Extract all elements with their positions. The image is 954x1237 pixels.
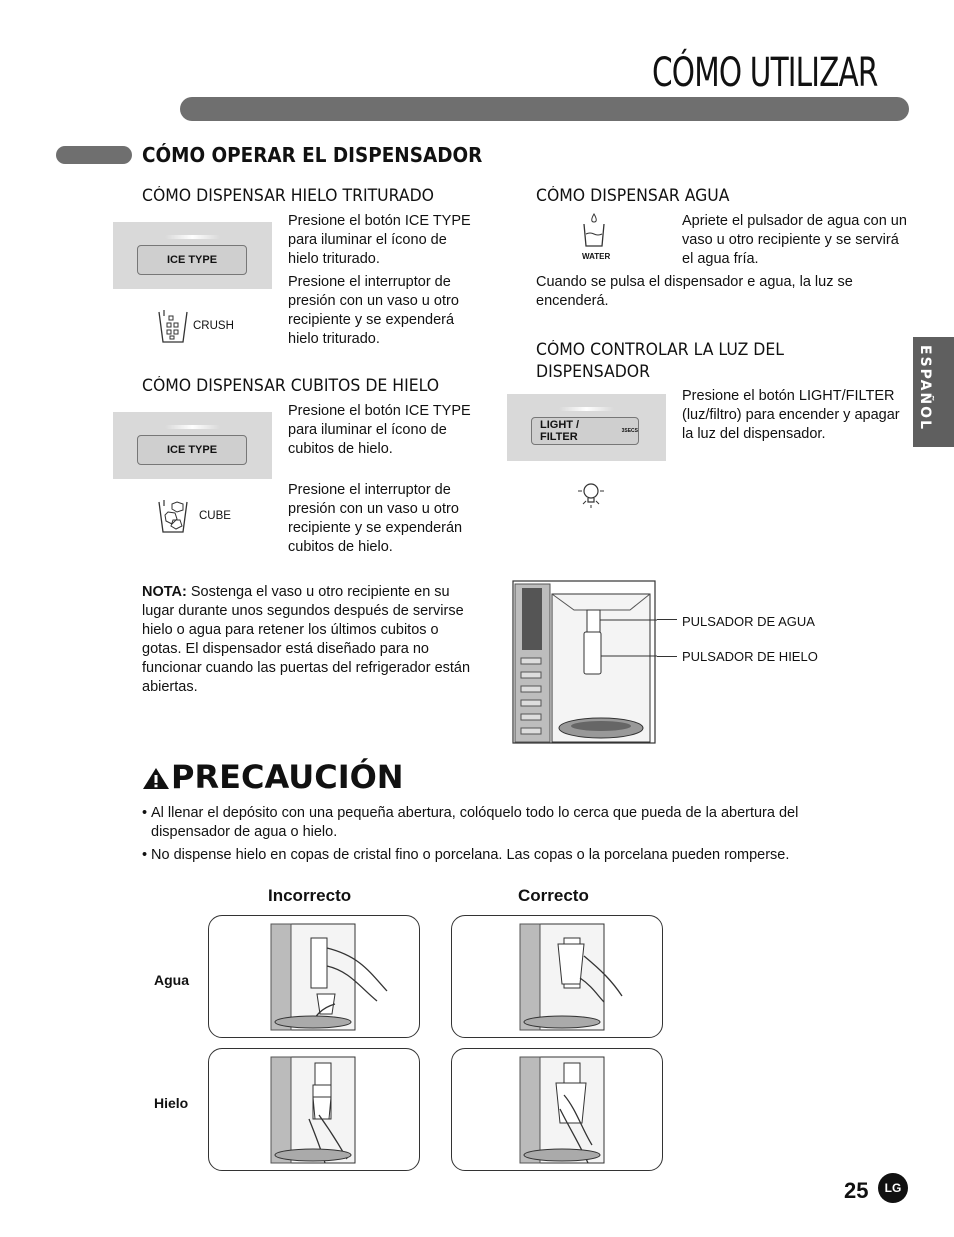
note [142, 583, 482, 697]
water-heading: CÓMO DISPENSAR AGUA [536, 186, 730, 205]
language-tab [913, 337, 954, 447]
light-bulb-icon [574, 478, 608, 510]
crushed-heading: CÓMO DISPENSAR HIELO TRITURADO [142, 186, 435, 205]
section-title: CÓMO OPERAR EL DISPENSADOR [142, 143, 483, 167]
page-header-title: CÓMO UTILIZAR [652, 50, 878, 96]
water-paddle-label: PULSADOR DE AGUA [682, 614, 815, 629]
indicator-light [165, 425, 220, 429]
section-marker [56, 146, 132, 164]
caution-bullet-2: • No dispense hielo en copas de cristal fino o porcelana. Las copas o la porcelana pueden romperse. [142, 846, 872, 865]
caution-bullet-2-text: No dispense hielo en copas de cristal fino o porcelana. Las copas o la porcelana pueden romperse. [151, 847, 790, 863]
illustration-ice-correct [451, 1048, 663, 1171]
language-tab-label: ESPAÑOL [917, 345, 933, 431]
dispenser-diagram [512, 580, 657, 745]
cubes-step1: Presione el botón ICE TYPE para iluminar el ícono de cubitos de hielo. [288, 403, 471, 457]
ice-type-button[interactable]: ICE TYPE [137, 435, 247, 465]
caution-bullet-1: • Al llenar el depósito con una pequeña abertura, colóquelo todo lo cerca que pueda de la abertura del dispensador de agua o hielo. [142, 804, 872, 842]
light-filter-button-hold: 3SECS [621, 428, 638, 434]
cubes-heading: CÓMO DISPENSAR CUBITOS DE HIELO [142, 376, 440, 395]
ice-type-panel-crush [113, 222, 272, 289]
header-bar [180, 97, 909, 121]
ice-type-button[interactable]: ICE TYPE [137, 245, 247, 275]
caution-title: PRECAUCIÓN [171, 758, 404, 796]
water-step2: Cuando se pulsa el dispensador e agua, la luz se encenderá. [536, 274, 853, 309]
cube-icon-label: CUBE [199, 510, 231, 522]
indicator-light [559, 407, 614, 411]
note-text: Sostenga el vaso u otro recipiente en su lugar durante unos segundos después de servirse hielo o agua para retener los últimos cubitos o gotas. El dispensador está diseñado para no funcionar cuando las puertas del refrigerador están abiertas. [142, 584, 471, 695]
water-cup-icon [578, 212, 610, 248]
water-step1: Apriete el pulsador de agua con un vaso u otro recipiente y se servirá el agua fría. [682, 213, 907, 267]
note-label: NOTA: [142, 584, 187, 600]
light-filter-panel [507, 394, 666, 461]
cubes-step2: Presione el interruptor de presión con un vaso u otro recipiente y se expenderán cubitos de hielo. [288, 482, 463, 555]
ice-type-panel-cube [113, 412, 272, 479]
light-filter-button[interactable] [531, 417, 639, 445]
crushed-step2: Presione el interruptor de presión con un vaso u otro recipiente y se expenderá hielo triturado. [288, 274, 459, 347]
lg-logo: LG [878, 1173, 908, 1203]
incorrect-header: Incorrecto [268, 886, 352, 905]
light-filter-button-label: LIGHT / FILTER [540, 419, 580, 443]
crushed-step1: Presione el botón ICE TYPE para iluminar el ícono de hielo triturado. [288, 213, 471, 267]
indicator-light [165, 235, 220, 239]
water-leader-line [657, 619, 677, 620]
page-number: 25 [844, 1178, 869, 1203]
light-step: Presione el botón LIGHT/FILTER (luz/filtro) para encender y apagar la luz del dispensador. [682, 388, 900, 442]
row-label-ice: Hielo [154, 1095, 189, 1111]
row-label-water: Agua [154, 972, 189, 988]
ice-paddle-label: PULSADOR DE HIELO [682, 649, 818, 664]
caution-bullet-1-text: Al llenar el depósito con una pequeña abertura, colóquelo todo lo cerca que pueda de la abertura del dispensador de agua o hielo. [151, 805, 799, 840]
warning-icon [142, 766, 170, 790]
water-icon-label: WATER [582, 252, 611, 261]
ice-leader-line [657, 656, 677, 657]
correct-header: Correcto [518, 886, 589, 905]
illustration-ice-incorrect [208, 1048, 420, 1171]
crush-icon-label: CRUSH [193, 320, 234, 332]
cube-cup-icon [155, 498, 193, 536]
illustration-water-incorrect [208, 915, 420, 1038]
illustration-water-correct [451, 915, 663, 1038]
light-heading: CÓMO CONTROLAR LA LUZ DEL DISPENSADOR [536, 340, 785, 381]
crush-cup-icon [155, 308, 191, 346]
